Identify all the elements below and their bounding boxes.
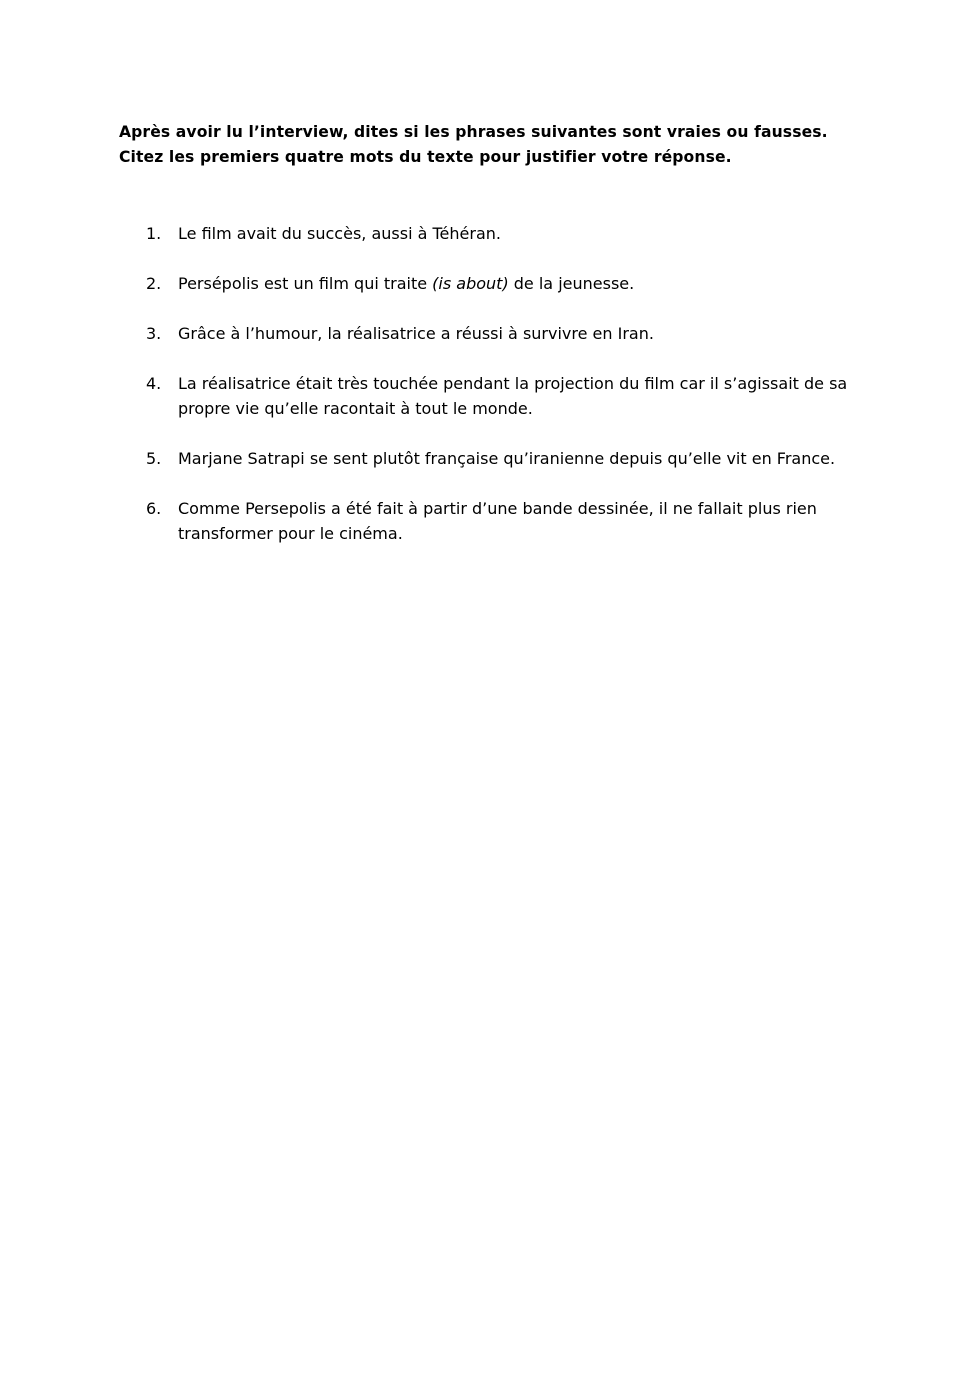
- question-number: 6.: [146, 499, 162, 518]
- question-6: [140, 496, 860, 546]
- question-number: 1.: [146, 224, 162, 243]
- question-text: Comme Persepolis a été fait à partir d’une bande dessinée, il ne fallait plus rien transformer pour le cinéma.: [178, 499, 817, 543]
- question-3: [140, 321, 860, 346]
- question-text: Grâce à l’humour, la réalisatrice a réussi à survivre en Iran.: [178, 324, 654, 343]
- question-2: [140, 271, 860, 296]
- question-text: [178, 274, 634, 293]
- question-text: Marjane Satrapi se sent plutôt française qu’iranienne depuis qu’elle vit en France.: [178, 449, 836, 468]
- question-number: 2.: [146, 274, 162, 293]
- instructions-line-1: Après avoir lu l’interview, dites si les phrases suivantes sont vraies ou fausses.: [119, 123, 828, 141]
- question-number: 4.: [146, 374, 162, 393]
- questions-list: [140, 221, 860, 571]
- question-number: 3.: [146, 324, 162, 343]
- question-text-end: de la jeunesse.: [508, 274, 635, 293]
- instructions: [119, 120, 879, 170]
- question-5: [140, 446, 860, 471]
- instructions-line-2: Citez les premiers quatre mots du texte pour justifier votre réponse.: [119, 148, 732, 166]
- question-text-italic: (is about): [432, 274, 509, 293]
- question-text: Le film avait du succès, aussi à Téhéran.: [178, 224, 501, 243]
- question-4: [140, 371, 860, 421]
- question-text: La réalisatrice était très touchée pendant la projection du film car il s’agissait de sa propre vie qu’elle racontait à tout le monde.: [178, 374, 848, 418]
- question-text-start: Persépolis est un film qui traite: [178, 274, 433, 293]
- question-1: [140, 221, 860, 246]
- question-number: 5.: [146, 449, 162, 468]
